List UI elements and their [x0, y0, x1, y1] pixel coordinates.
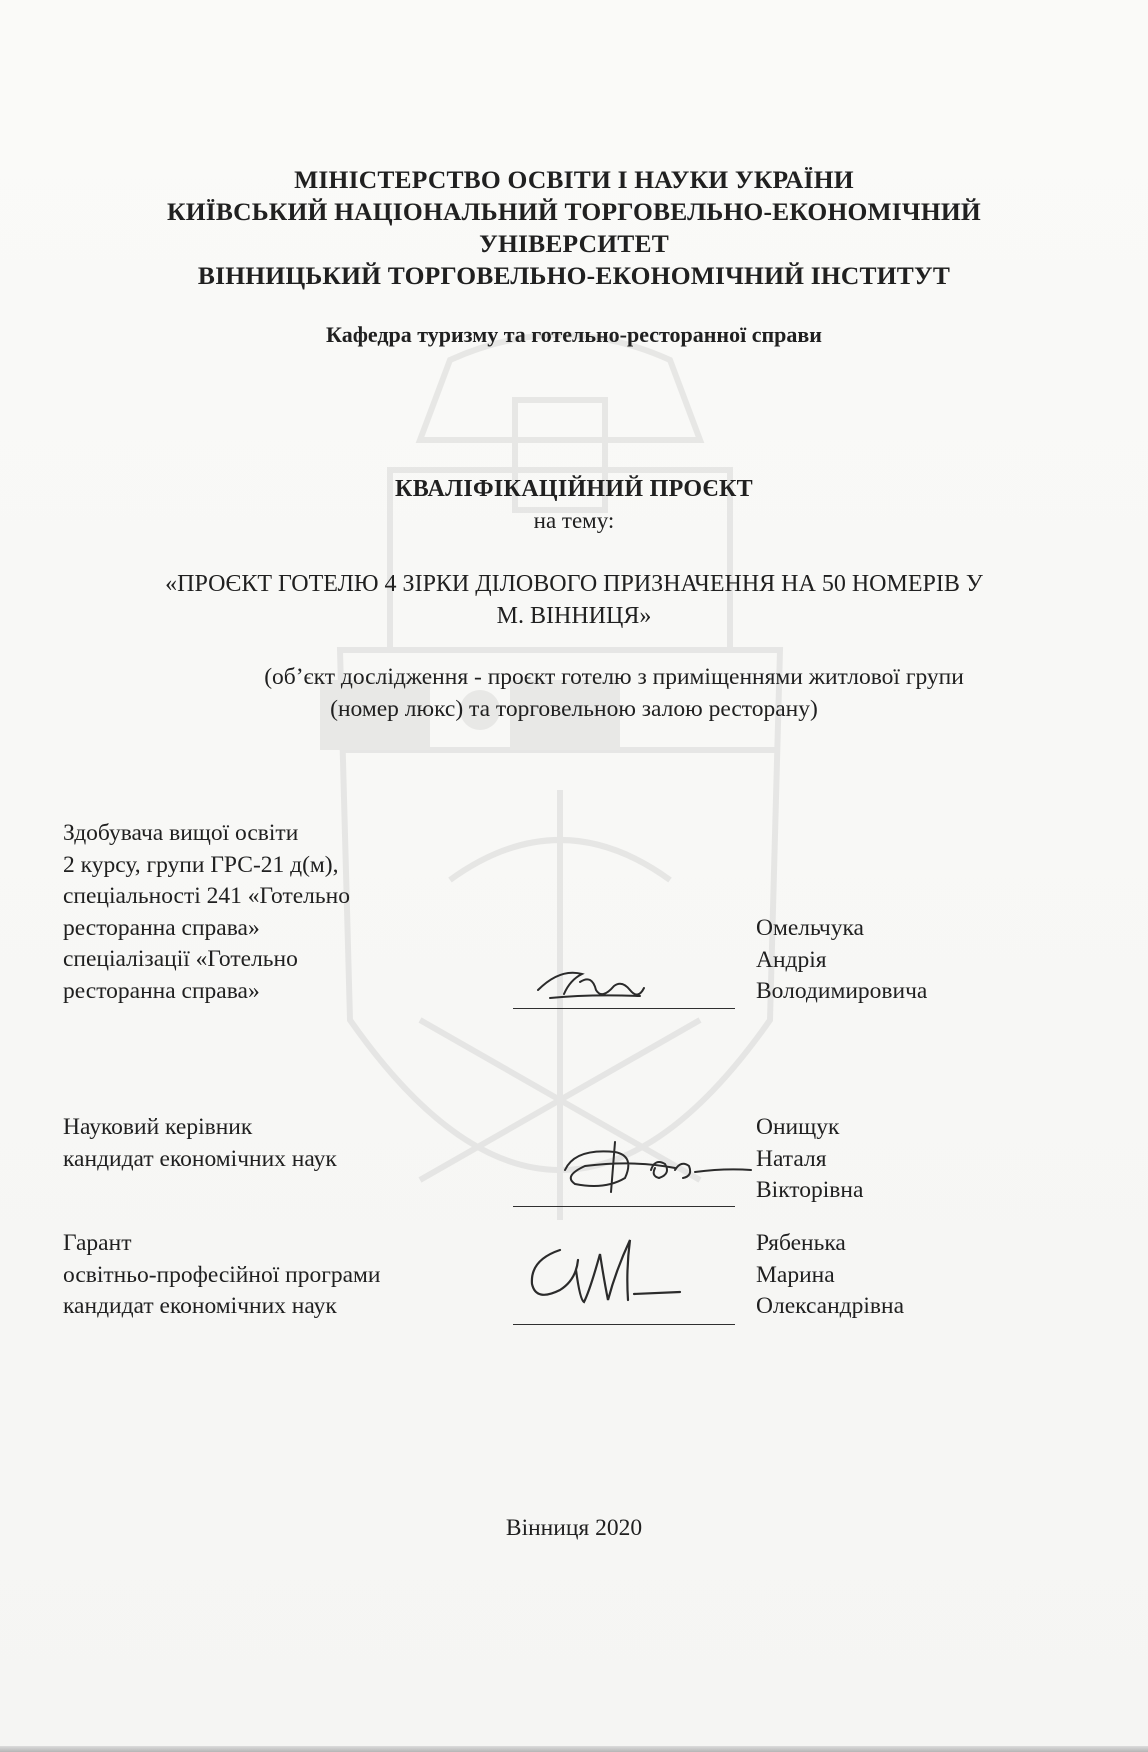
supervisor-name-line: Наталя: [756, 1145, 827, 1172]
guarantor-name-line: Олександрівна: [756, 1293, 905, 1319]
guarantor-signature-line: [513, 1324, 735, 1325]
supervisor-name-line: Онищук: [756, 1114, 840, 1140]
student-role-line: спеціальності 241 «Готельно: [63, 883, 350, 909]
ministry-heading: МІНІСТЕРСТВО ОСВІТИ І НАУКИ УКРАЇНИ: [294, 165, 854, 194]
supervisor-role: [63, 1112, 337, 1175]
university-heading-line-1: КИЇВСЬКИЙ НАЦІОНАЛЬНИЙ ТОРГОВЕЛЬНО-ЕКОНОМІЧНИЙ: [167, 197, 981, 226]
guarantor-role-line: кандидат економічних наук: [63, 1293, 337, 1319]
student-signature-line: [513, 1008, 735, 1009]
student-name-line: Володимировича: [756, 978, 928, 1004]
supervisor-signature: [555, 1140, 755, 1200]
institute-heading: ВІННИЦЬКИЙ ТОРГОВЕЛЬНО-ЕКОНОМІЧНИЙ ІНСТИТУТ: [197, 261, 951, 290]
guarantor-role: [63, 1228, 380, 1323]
guarantor-name: [756, 1228, 904, 1323]
scan-edge: [0, 1746, 1148, 1752]
university-heading-line-2: УНІВЕРСИТЕТ: [479, 229, 669, 258]
student-role: [63, 818, 350, 1007]
project-type-title: КВАЛІФІКАЦІЙНИЙ ПРОЄКТ: [395, 476, 753, 502]
supervisor-name: [756, 1112, 863, 1207]
guarantor-role-line: освітньо-професійної програми: [63, 1261, 381, 1288]
city-year: Вінниця 2020: [505, 1515, 643, 1541]
supervisor-name-line: Вікторівна: [756, 1177, 864, 1203]
guarantor-signature: [520, 1230, 700, 1320]
student-role-line: Здобувача вищої освіти: [63, 820, 299, 846]
student-role-line: ресторанна справа»: [63, 977, 260, 1004]
guarantor-name-line: Марина: [756, 1261, 835, 1288]
student-role-line: 2 курсу, групи ГРС-21 д(м),: [63, 851, 339, 878]
supervisor-role-line: кандидат економічних наук: [63, 1145, 337, 1172]
supervisor-signature-line: [513, 1206, 735, 1207]
supervisor-role-line: Науковий керівник: [63, 1114, 253, 1140]
student-name-line: Андрія: [756, 946, 827, 973]
student-name-line: Омельчука: [756, 915, 864, 941]
department-heading: Кафедра туризму та готельно-ресторанної справи: [326, 322, 822, 347]
student-name: [756, 913, 927, 1008]
guarantor-role-line: Гарант: [63, 1230, 132, 1256]
topic-line-1: «ПРОЄКТ ГОТЕЛЮ 4 ЗІРКИ ДІЛОВОГО ПРИЗНАЧЕННЯ НА 50 НОМЕРІВ У: [165, 571, 983, 597]
research-object-line-2: (номер люкс) та торговельною залою ресторану): [330, 696, 818, 722]
topic-label: на тему:: [533, 508, 615, 533]
student-signature: [530, 960, 650, 1010]
topic-line-2: М. ВІННИЦЯ»: [496, 603, 652, 629]
student-role-line: спеціалізації «Готельно: [63, 946, 298, 972]
guarantor-name-line: Рябенька: [756, 1230, 846, 1256]
research-object-line-1: (об’єкт дослідження - проєкт готелю з приміщеннями житлової групи: [264, 664, 964, 690]
student-role-line: ресторанна справа»: [63, 914, 260, 941]
